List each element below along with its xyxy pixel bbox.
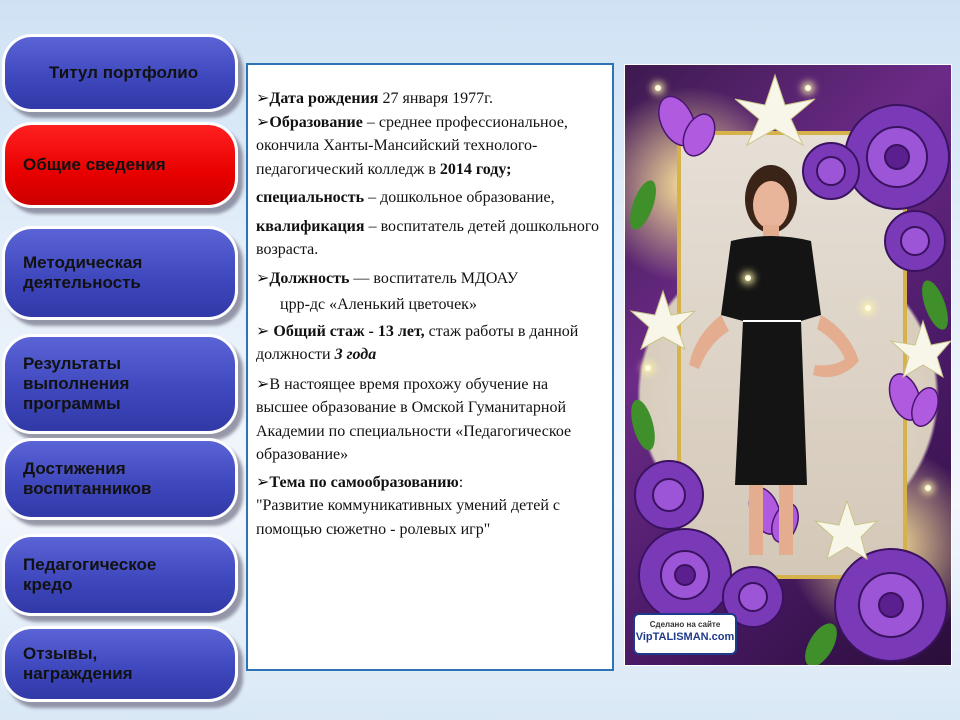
qualification-text: – воспитатель детей дошкольного возраста. — [256, 217, 599, 258]
nav-item-label: Результаты выполнения программы — [23, 354, 130, 413]
rose-icon — [845, 105, 949, 209]
rose-icon — [803, 143, 859, 199]
general-info-panel — [246, 63, 614, 671]
position-text: — воспитатель МДОАУ — [349, 269, 519, 287]
study-line: ➢В настоящее время прохожу обучение на высшее образование в Омской Гуманитарной Академии по специальности «Педагогическое образование» — [256, 375, 572, 463]
nav-program-results-button[interactable] — [2, 334, 238, 434]
experience-label: Общий стаж - 13 лет, — [269, 322, 425, 340]
education-text: – среднее профессиональное, окончила Ханты-Мансийский технолого- педагогический колледж в — [256, 113, 568, 178]
experience-years: 3 года — [334, 346, 377, 363]
experience-line: ➢ Общий стаж - 13 лет, стаж работы в данной должности 3 года — [256, 322, 579, 363]
birth-date-value: 27 января 1977г. — [378, 90, 493, 107]
qualification-label: квалификация — [256, 217, 365, 235]
lily-icon — [735, 75, 815, 145]
rose-icon — [639, 529, 731, 621]
topic-text: "Развитие коммуникативных умений детей с помощью сюжетно - ролевых игр" — [256, 497, 560, 538]
birth-date-line: ➢Дата рождения 27 января 1977г. — [256, 90, 493, 107]
butterfly-icon — [652, 91, 721, 161]
nav-pupils-achievements-button[interactable] — [2, 438, 238, 520]
butterfly-icon — [884, 370, 943, 430]
sparkle-decoration — [805, 85, 811, 91]
sparkle-decoration — [655, 85, 661, 91]
specialty-label: специальность — [256, 189, 365, 206]
rose-icon — [835, 549, 947, 661]
badge-caption: Сделано на сайте — [649, 620, 721, 629]
sparkle-decoration — [745, 275, 751, 281]
woman-portrait — [689, 165, 859, 555]
specialty-line — [256, 186, 604, 210]
nav-reviews-awards-button[interactable] — [2, 626, 238, 702]
rose-icon — [885, 211, 945, 271]
nav-item-label: Общие сведения — [23, 155, 166, 174]
sparkle-decoration — [865, 305, 871, 311]
floral-frame-decoration — [625, 65, 951, 665]
topic-colon: : — [458, 473, 464, 491]
education-line: ➢Образование – среднее профессиональное, окончила Ханты-Мансийский технолого- педагогический колледж в 2014 году; — [256, 113, 568, 178]
site-watermark-badge — [633, 613, 737, 655]
topic-line: ➢Тема по самообразованию: — [256, 473, 464, 491]
specialty-text: – дошкольное образование, — [364, 189, 555, 206]
education-year: 2014 году; — [439, 160, 512, 178]
nav-pedagogical-credo-button[interactable] — [2, 534, 238, 616]
nav-title-portfolio-button[interactable] — [2, 34, 238, 112]
badge-site-name: VipTALISMAN.com — [635, 631, 735, 643]
nav-item-label: Достижения воспитанников — [23, 459, 152, 498]
position-org-line: црр-дс «Аленький цветочек» — [280, 296, 477, 313]
rose-icon — [635, 461, 703, 529]
experience-text: стаж работы в данной должности — [256, 322, 579, 363]
portrait-photo-frame — [624, 64, 952, 666]
position-label: Должность — [269, 269, 350, 287]
education-label: Образование — [269, 113, 363, 131]
nav-methodical-activity-button[interactable] — [2, 226, 238, 320]
study-text: В настоящее время прохожу обучение на высшее образование в Омской Гуманитарной Академии по специальности «Педагогическое образование» — [256, 375, 572, 463]
sparkle-decoration — [645, 365, 651, 371]
nav-item-label: Титул портфолио — [49, 63, 199, 82]
lily-icon — [815, 501, 877, 559]
position-line: ➢Должность — воспитатель МДОАУ — [256, 269, 519, 287]
birth-date-label: Дата рождения — [269, 90, 379, 107]
nav-item-label: Отзывы, награждения — [23, 644, 133, 683]
qualification-line — [256, 215, 604, 262]
nav-item-label: Педагогическое кредо — [23, 555, 157, 594]
nav-item-label: Методическая деятельность — [23, 253, 143, 292]
sparkle-decoration — [925, 485, 931, 491]
nav-general-info-button[interactable] — [2, 122, 238, 208]
topic-label: Тема по самообразованию — [269, 473, 459, 491]
lily-icon — [631, 291, 695, 349]
